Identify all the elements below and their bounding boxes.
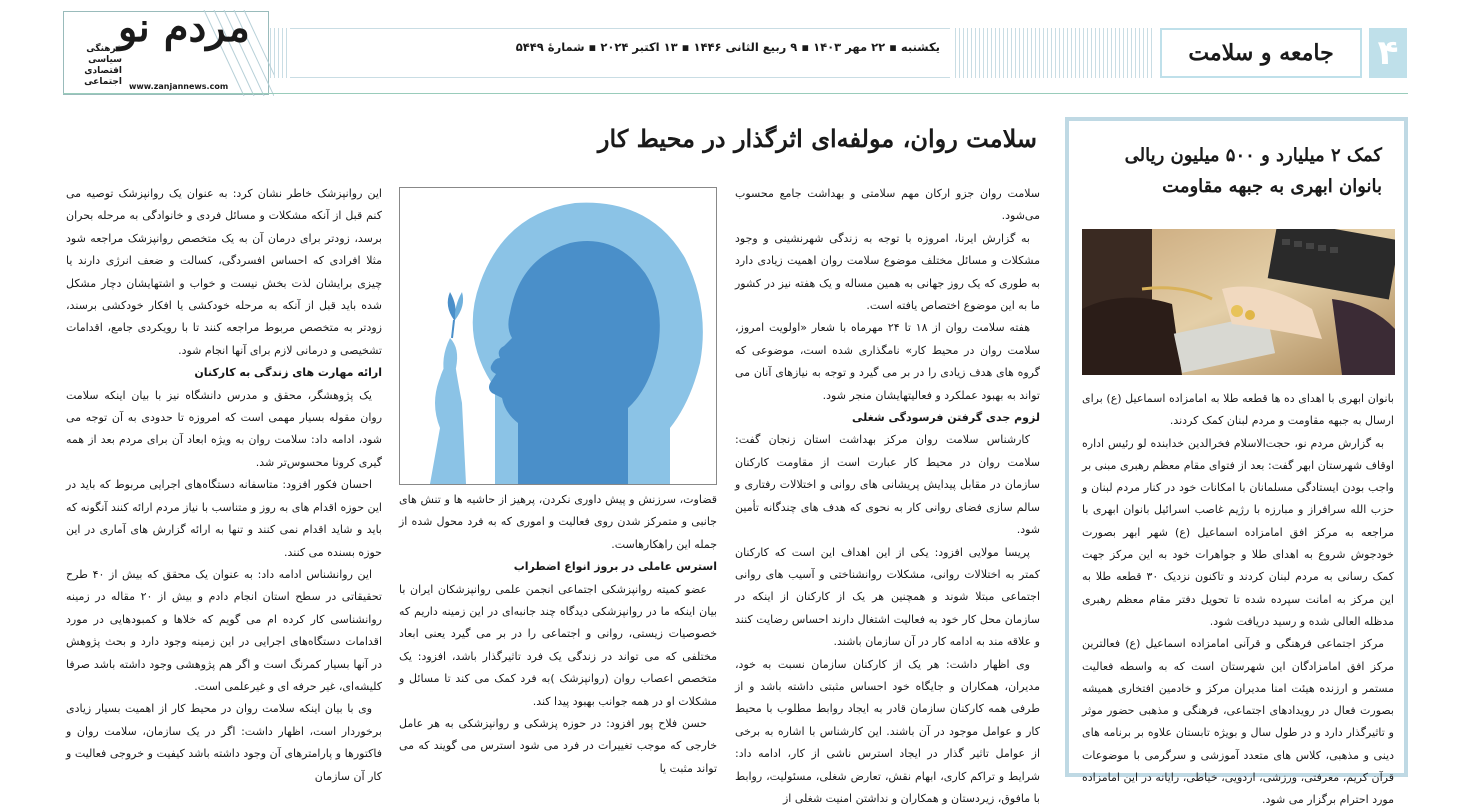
logo-tagline-4: اجتماعی	[84, 77, 122, 87]
logo-tagline-2: سیاسی	[88, 55, 122, 65]
article-paragraph: حسن فلاح پور افزود: در حوزه پزشکی و روانپزشکی به هر عامل خارجی که موجب تغییرات در فرد می شود استرس می گویند که می تواند مثبت یا	[399, 717, 717, 775]
sidebar-headline-line2: بانوان ابهری به جبهه مقاومت	[1162, 176, 1382, 197]
article-paragraph: پریسا مولایی افزود: یکی از این اهداف این است که کارکنان کمتر به اختلالات روانی، مشکلات روانشناختی و آسیب های روانی اجتماعی مبتلا شوند و همچنین هر یک از کارکنان از اینکه در سازمان محل کار خود به فعالیت اشتغال دارند احساس رضایت کنند و علاقه مند به ادامه کار در آن سازمان باشند.	[735, 545, 1040, 649]
sidebar-photo	[1082, 229, 1395, 375]
section-title-text: جامعه و سلامت	[1188, 40, 1334, 66]
logo-url: www.zanjannews.com	[129, 82, 229, 91]
article-paragraph: کارشناس سلامت روان مرکز بهداشت استان زنجان گفت: سلامت روان در محیط کار عبارت است از مقاومت کارکنان سازمان در مقابل پیدایش پریشانی های روانی و اختلالات رفتاری و سالم سازی فضای روانی کار به نحوی که هدف های چندگانه تأمین شود.	[735, 433, 1040, 537]
article-paragraph: قضاوت، سرزنش و پیش داوری نکردن، پرهیز از حاشیه ها و تنش های جانبی و متمرکز شدن روی فعالیت و اموری که به فرد محول شده از جمله این راهکارهاست.	[399, 493, 717, 551]
logo-tagline-3: اقتصادی	[84, 66, 122, 76]
article-paragraph: عضو کمیته روانپزشکی اجتماعی انجمن علمی روانپزشکان ایران با بیان اینکه ما در روانپزشکی دیدگاه چند جانبه‌ای در این زمینه داریم که خصوصیات زیستی، روانی و اجتماعی را در بر می گیرد یعنی ابعاد مختلفی که می تواند در زندگی یک فرد تاثیرگذار باشد، افزود: یک متخصص اعصاب روان (روانپزشک )به فرد کمک می کند تا مسائل و مشکلات او در همه جوانب بهبود پیدا کند.	[399, 582, 717, 708]
page-number: ۴	[1369, 28, 1407, 78]
logo-tagline	[66, 44, 122, 88]
article-column-left	[66, 183, 382, 788]
sidebar-paragraph-2: به گزارش مردم نو، حجت‌الاسلام فخرالدین خدابنده لو رئیس اداره اوقاف شهرستان ابهر گفت: بعد از فتوای مقام معظم رهبری مبنی بر واجب بودن ایستادگی مسلمانان با امکانات خود در کنار مردم لبنان و حزب الله سرافراز و مبارزه با رژیم غاصب اسرائیل بانوان ابهری با مراجعه به مرکز افق امامزاده اسماعیل (ع) شهر ابهر بصورت خودجوش شروع به اهدای طلا و جواهرات خود به این مرکز جهت کمک رسانی به مردم لبنان کردند و تاکنون نزدیک ۳۰ قطعه طلا به این مرکز به امانت سپرده شده تا تحویل دفتر مقام معظم رهبری مدظله العالی شده و رسید دریافت شود.	[1082, 436, 1394, 628]
article-subheading: ارائه مهارت های زندگی به کارکنان	[194, 366, 382, 380]
article-column-right	[735, 183, 1040, 810]
article-paragraph: به گزارش ایرنا، امروزه با توجه به زندگی شهرنشینی و وجود مشکلات و مسائل مختلف موضوع سلامت روان اهمیت زیادی دارد به طوری که یک روز جهانی به همین مساله و یک هفته نیز در کشور ما به این موضوع اختصاص یافته است.	[735, 231, 1040, 313]
logo-tagline-1: فرهنگی	[86, 44, 122, 54]
sidebar-paragraph-3: مرکز اجتماعی فرهنگی و قرآنی امامزاده اسماعیل (ع) فعالترین مرکز افق امامزادگان این شهرستان است که به واسطه فعالیت مستمر و ارزنده هیئت امنا مدیران مرکز و خادمین افتخاری همیشه بصورت فعال در رویدادهای اجتماعی، فرهنگی و مذهبی حضور موثر و تاثیرگذار دارد و در طول سال و بویژه تابستان علاوه بر برنامه های دینی و مذهبی، کلاس های متعدد آموزشی و سرگرمی با موضوعات قرآن کریم، معرفتی، ورزشی، اردویی، خیاطی، رایانه در این امامزاده مورد احترام برگزار می شود.	[1082, 637, 1394, 807]
main-headline: سلامت روان، مولفه‌ای اثرگذار در محیط کار	[597, 124, 1037, 153]
article-paragraph: احسان فکور افزود: متاسفانه دستگاه‌های اجرایی مربوط که باید در این حوزه اقدام های به روز و متناسب با نیاز مردم ارائه کنند آنگونه که باید و شاید اقدام نمی کنند و تنها به ارائه گزارش های آماری در این حوزه بسنده می کنند.	[66, 478, 382, 559]
head-silhouette-illustration	[400, 188, 716, 484]
sidebar-paragraph-1: بانوان ابهری با اهدای ده ها قطعه طلا به امامزاده اسماعیل (ع) برای ارسال به جبهه مقاومت و مردم لبنان کمک کردند.	[1082, 392, 1394, 428]
gold-donation-photo	[1082, 229, 1395, 375]
sidebar-body	[1082, 388, 1394, 812]
issue-date-line: یکشنبه ▪ ۲۲ مهر ۱۴۰۳ ▪ ۹ ربیع الثانی ۱۴۴۶ ▪ ۱۳ اکتبر ۲۰۲۴ ▪ شمارهٔ ۵۴۴۹	[515, 40, 940, 54]
article-paragraph: این روانپزشک خاطر نشان کرد: به عنوان یک روانپزشک توصیه می کنم قبل از آنکه مشکلات و مسائل فردی و خانوادگی به مرحله بحران برسد، زودتر برای درمان آن به یک متخصص روانپزشک مراجعه شود مثلا افرادی که احساس افسردگی، کسالت و ضعف انرژی دارند یا چیزی برایشان لذت بخش نیست و خواب و اشتهایشان دچار مشکل شده باید قبل از آنکه به مرحله خودکشی یا افکار خودکشی برسند، زودتر به متخصص مربوط مراجعه کنند تا با رویکردی جامع، اقدامات تشخیصی و درمانی لازم برای آنها انجام شود.	[66, 187, 382, 357]
article-subheading: لزوم جدی گرفتن فرسودگی شغلی	[852, 411, 1040, 425]
article-column-middle	[399, 489, 717, 780]
article-paragraph: هفته سلامت روان از ۱۸ تا ۲۴ مهرماه با شعار «اولویت امروز، سلامت روان در محیط کار» نامگذاری شده است، موضوعی که گروه های هدف زیادی را در بر می گیرد و توجه به نیازهای آنان می تواند به بهبود عملکرد و فعالیتهایشان منجر شود.	[735, 321, 1040, 402]
main-illustration	[399, 187, 717, 485]
header-stripe-right	[955, 28, 1155, 78]
header-rule	[63, 93, 1408, 94]
article-subheading: استرس عاملی در بروز انواع اضطراب	[513, 560, 717, 574]
logo-name: مردم نو	[118, 4, 250, 51]
article-paragraph: سلامت روان جزو ارکان مهم سلامتی و بهداشت جامع محسوب می‌شود.	[735, 187, 1040, 223]
article-paragraph: وی با بیان اینکه سلامت روان در محیط کار از اهمیت بسیار زیادی برخوردار است، اظهار داشت: اگر در یک سازمان، سلامت روان و فاکتورها و پارامترهای آن وجود داشته باشد کیفیت و خروجی فعالیت و کار آن سازمان	[66, 702, 382, 783]
section-title	[1160, 28, 1362, 78]
article-paragraph: این روانشناس ادامه داد: به عنوان یک محقق که بیش از ۴۰ طرح تحقیقاتی در سطح استان انجام دادم و بیش از ۲۰ مقاله در زمینه روانشناسی کار کرده ام می گویم که خلاها و کمبودهایی در مورد اقدامات دستگاه‌های اجرایی در این زمینه وجود دارد و بحث پژوهش در آنها بسیار کمرنگ است و اگر هم پژوهشی وجود داشته باشد صرفا کلیشه‌ای، غیر حرفه ای و غیرعلمی است.	[66, 567, 382, 693]
article-paragraph: یک پژوهشگر، محقق و مدرس دانشگاه نیز با بیان اینکه سلامت روان مقوله بسیار مهمی است که امروزه تا حدودی به آن توجه می شود، ادامه داد: سلامت روان به ویژه ابعاد آن برای مردم بعد از همه گیری کرونا محسوس‌تر شد.	[66, 388, 382, 469]
sidebar-headline	[1082, 140, 1382, 202]
sidebar-headline-line1: کمک ۲ میلیارد و ۵۰۰ میلیون ریالی	[1124, 145, 1382, 166]
article-paragraph: وی اظهار داشت: هر یک از کارکنان سازمان نسبت به خود، مدیران، همکاران و جایگاه خود احساس مثبتی داشته باشد و از طرفی همه کارکنان سازمان قادر به ایجاد روابط مطلوب با محیط کار و عوامل موجود در آن باشند. این کارشناس با اشاره به برخی از عوامل تاثیر گذار در ایجاد استرس ناشی از کار، ادامه داد: شرایط و تراکم کاری، ابهام نقش، تعارض شغلی، مسئولیت، روابط با مافوق، زیردستان و همکاران و نداشتن امنیت شغلی از	[735, 657, 1040, 805]
